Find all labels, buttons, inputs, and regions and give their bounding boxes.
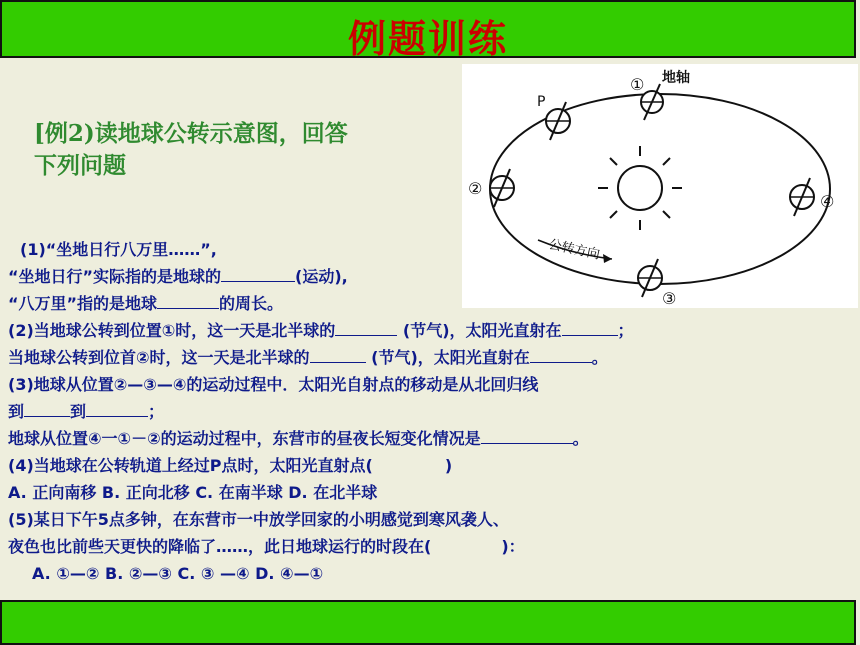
label-2: ②: [468, 179, 483, 198]
line-12-text-b: )：: [501, 537, 525, 556]
line-8: [8, 426, 589, 449]
line-9: [8, 453, 452, 476]
orbit-diagram: [462, 64, 858, 308]
line-5: [8, 345, 608, 368]
line-13-options: A. ①—② B. ②—③ C. ③ —④ D. ④—①: [32, 564, 324, 583]
line-2-text-a: “坐地日行”实际指的是地球的: [8, 267, 222, 286]
line-7: [8, 399, 164, 422]
line-2: [8, 264, 348, 287]
line-3-text-a: “八万里”指的是地球: [8, 294, 158, 313]
line-7-text-b: 到: [70, 402, 87, 421]
blank-daylength: [481, 429, 573, 444]
arrowhead-icon: [603, 254, 612, 263]
line-4-text-c: ；: [617, 321, 634, 340]
line-6: (3)地球从位置②—③—④的运动过程中．太阳光自射点的移动是从北回归线: [8, 375, 539, 394]
line-5-text-b: (节气)，太阳光直射在: [365, 348, 530, 367]
line-9-text-a: (4)当地球在公转轨道上经过P点时，太阳光直射点(: [8, 456, 373, 475]
question-heading-line-1: [例2)读地球公转示意图，回答: [34, 120, 348, 147]
blank-solar-term-1: [335, 321, 397, 336]
line-9-text-b: ): [444, 456, 453, 475]
axis-label: 地轴: [662, 70, 690, 86]
line-4-text-a: (2)当地球公转到位置①时，这一天是北半球的: [8, 321, 336, 340]
direction-label: 公转方向: [547, 237, 602, 263]
line-2-text-b: (运动),: [295, 267, 348, 286]
label-4: ④: [820, 192, 835, 211]
label-3: ③: [662, 289, 677, 308]
blank-circumference: [157, 294, 219, 309]
line-3-text-b: 的周长。: [219, 294, 284, 313]
line-7-text-a: 到: [8, 402, 25, 421]
title-bar: [0, 0, 856, 61]
line-5-text-c: 。: [591, 348, 608, 367]
earth-position-2-icon: [490, 169, 514, 207]
line-8-text-b: 。: [572, 429, 589, 448]
line-4-text-b: (节气)，太阳光直射在: [397, 321, 562, 340]
line-7-text-c: ；: [148, 402, 165, 421]
orbit-diagram-svg: [462, 64, 858, 308]
line-4: [8, 318, 634, 341]
question-heading: [34, 118, 434, 182]
line-12: [8, 534, 525, 557]
blank-direct-point-2: [530, 348, 592, 363]
blank-motion: [221, 267, 295, 282]
sun-icon: [598, 146, 682, 230]
footer-bar: [0, 600, 856, 645]
line-5-text-a: 当地球公转到位首②时，这一天是北半球的: [8, 348, 310, 367]
p-label: P: [537, 94, 546, 110]
line-11: (5)某日下午5点多钟，在东营市一中放学回家的小明感觉到寒风袭人、: [8, 510, 509, 529]
label-1: ①: [630, 75, 645, 94]
question-heading-line-2: 下列问题: [34, 152, 126, 179]
blank-lat-2: [86, 402, 148, 417]
line-3: [8, 291, 283, 314]
line-8-text-a: 地球从位置④一①－②的运动过程中，东营市的昼夜长短变化情况是: [8, 429, 481, 448]
line-1: (1)“坐地日行八万里……”,: [20, 240, 217, 259]
earth-position-3-icon: [638, 259, 662, 297]
page-title: 例题训练: [347, 16, 508, 61]
orbit-path: [490, 94, 830, 284]
blank-direct-point-1: [562, 321, 618, 336]
line-10-options: A. 正向南移 B. 正向北移 C. 在南半球 D. 在北半球: [8, 483, 378, 502]
blank-solar-term-2: [310, 348, 366, 363]
line-12-text-a: 夜色也比前些天更快的降临了……，此日地球运行的时段在(: [8, 537, 432, 556]
earth-position-4-icon: [790, 178, 814, 216]
blank-lat-1: [24, 402, 70, 417]
earth-position-p-icon: [546, 102, 570, 140]
